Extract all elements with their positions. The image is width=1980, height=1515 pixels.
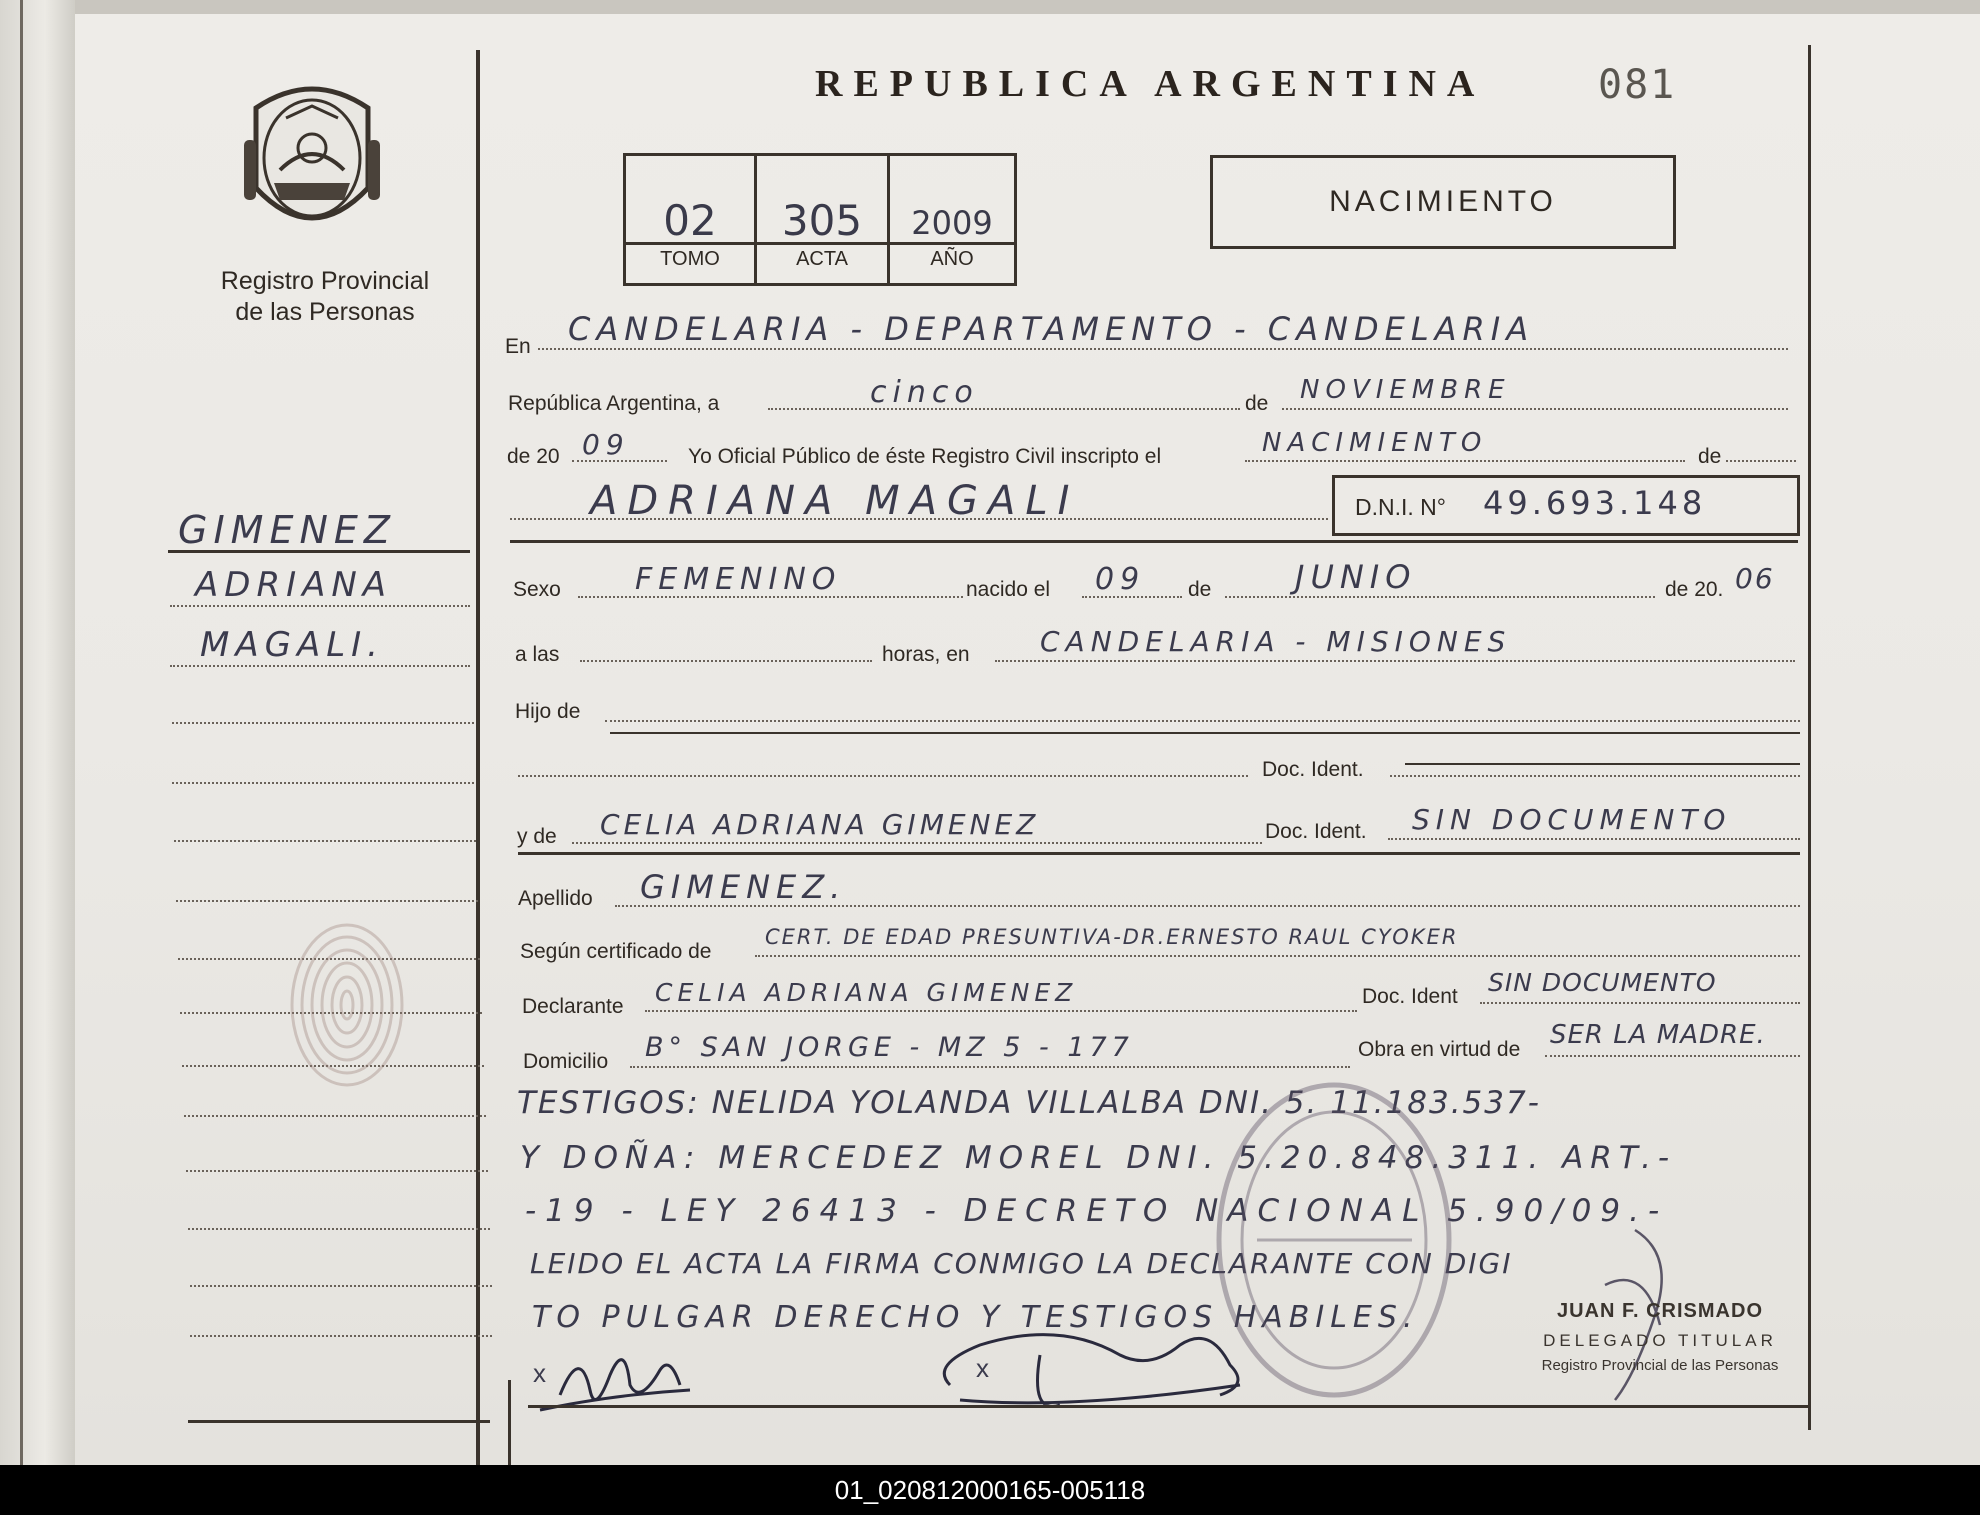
certificado-line bbox=[755, 955, 1800, 957]
margin-given-name-1: ADRIANA bbox=[195, 565, 393, 605]
signature-rule bbox=[528, 1405, 1808, 1408]
de-label: de bbox=[1245, 392, 1269, 415]
month-value: NOVIEMBRE bbox=[1300, 375, 1511, 405]
margin-line bbox=[172, 782, 474, 784]
right-border bbox=[1808, 45, 1811, 1430]
en-line bbox=[538, 348, 1788, 350]
birth-year-label: de 20. bbox=[1665, 578, 1724, 601]
day-value: cinco bbox=[870, 375, 979, 410]
signature-2-image bbox=[920, 1315, 1270, 1425]
en-label: En bbox=[505, 335, 531, 358]
birth-month-value: JUNIO bbox=[1295, 558, 1417, 596]
declarante-line bbox=[645, 1010, 1357, 1012]
misiones-seal-icon bbox=[236, 78, 388, 240]
acta-label: ACTA bbox=[796, 248, 848, 270]
republica-label: República Argentina, a bbox=[508, 392, 720, 415]
nacido-label: nacido el bbox=[966, 578, 1051, 601]
dni-label: D.N.I. N° bbox=[1355, 494, 1446, 520]
inscripto-line bbox=[1245, 460, 1685, 462]
delegate-title: DELEGADO TITULAR bbox=[1543, 1331, 1777, 1350]
note-line-1: TESTIGOS: NELIDA YOLANDA VILLALBA DNI. 5. 11.183.537- bbox=[517, 1085, 1541, 1121]
year-label: de 20 bbox=[507, 445, 560, 468]
dni-box bbox=[1332, 475, 1800, 536]
birth-year-value: 06 bbox=[1735, 562, 1775, 595]
declarante-doc: SIN DOCUMENTO bbox=[1488, 968, 1717, 997]
margin-line bbox=[170, 665, 470, 667]
declarante-label: Declarante bbox=[522, 995, 624, 1018]
sexo-label: Sexo bbox=[513, 578, 561, 601]
domicilio-line bbox=[630, 1066, 1350, 1068]
birthplace-line bbox=[995, 660, 1795, 662]
signature-mark-1: x bbox=[533, 1358, 546, 1388]
mother-label: y de bbox=[517, 825, 557, 848]
page-title: REPUBLICA ARGENTINA bbox=[815, 63, 1486, 105]
domicilio-value: B° SAN JORGE - MZ 5 - 177 bbox=[645, 1032, 1134, 1063]
margin-rule bbox=[188, 1420, 490, 1423]
note-line-3: -19 - LEY 26413 - DECRETO NACIONAL 5.90/09.- bbox=[525, 1193, 1669, 1229]
declarante-value: CELIA ADRIANA GIMENEZ bbox=[655, 978, 1078, 1007]
obra-value: SER LA MADRE. bbox=[1550, 1020, 1766, 1050]
father-strike bbox=[610, 732, 1800, 734]
margin-divider bbox=[476, 50, 480, 1465]
docident-label-3: Doc. Ident bbox=[1362, 985, 1458, 1008]
docident-label-2: Doc. Ident. bbox=[1265, 820, 1367, 843]
sexo-value: FEMENINO bbox=[635, 562, 842, 597]
apellido-value: GIMENEZ. bbox=[640, 868, 847, 906]
left-page-edge bbox=[0, 0, 76, 1470]
tomo-label: TOMO bbox=[660, 248, 720, 270]
margin-surname: GIMENEZ bbox=[178, 508, 396, 552]
delegate-name: JUAN F. CRISMADO bbox=[1556, 1300, 1763, 1322]
record-type-box: NACIMIENTO bbox=[1210, 155, 1676, 249]
father-line-2 bbox=[518, 775, 1248, 777]
acta-value: 305 bbox=[781, 196, 863, 245]
de-label-2: de bbox=[1698, 445, 1722, 468]
child-name: ADRIANA MAGALI bbox=[590, 478, 1080, 524]
year-value: 09 bbox=[582, 428, 630, 461]
section-rule-2 bbox=[518, 852, 1800, 855]
apellido-label: Apellido bbox=[518, 887, 593, 910]
anio-label: AÑO bbox=[930, 248, 974, 270]
father-line bbox=[605, 720, 1800, 722]
margin-line bbox=[190, 1335, 492, 1337]
margin-line bbox=[174, 840, 476, 842]
obra-label: Obra en virtud de bbox=[1358, 1038, 1521, 1061]
birthplace-value: CANDELARIA - MISIONES bbox=[1040, 625, 1512, 658]
signature-1-image bbox=[530, 1335, 695, 1430]
dni-value: 49.693.148 bbox=[1483, 484, 1707, 522]
anio-value: 2009 bbox=[911, 204, 993, 242]
margin-divider-foot bbox=[508, 1380, 511, 1465]
registration-number-box bbox=[623, 153, 1017, 286]
alas-label: a las bbox=[515, 643, 560, 666]
margin-line bbox=[172, 722, 474, 724]
horas-label: horas, en bbox=[882, 643, 970, 666]
fingerprint-image bbox=[282, 915, 412, 1095]
hijo-label: Hijo de bbox=[515, 700, 581, 723]
note-line-5: TO PULGAR DERECHO Y TESTIGOS HABILES. bbox=[532, 1300, 1419, 1335]
margin-line bbox=[176, 900, 478, 902]
page-top-shadow bbox=[75, 0, 1980, 14]
registry-name bbox=[180, 266, 470, 328]
father-doc-strike bbox=[1405, 763, 1800, 765]
mother-doc-line bbox=[1388, 838, 1800, 840]
tomo-value: 02 bbox=[663, 196, 717, 245]
docident-label: Doc. Ident. bbox=[1262, 758, 1364, 781]
margin-line bbox=[190, 1285, 492, 1287]
oficial-label: Yo Oficial Público de éste Registro Civil inscripto el bbox=[688, 445, 1162, 468]
month-line bbox=[1282, 408, 1788, 410]
acta-cell bbox=[757, 156, 890, 283]
place-value: CANDELARIA - DEPARTAMENTO - CANDELARIA bbox=[568, 310, 1535, 348]
delegate-org: Registro Provincial de las Personas bbox=[1541, 1357, 1779, 1374]
obra-line bbox=[1545, 1055, 1800, 1057]
margin-line bbox=[184, 1115, 486, 1117]
mother-line bbox=[572, 842, 1262, 844]
margin-line bbox=[186, 1170, 488, 1172]
declarante-doc-line bbox=[1480, 1002, 1800, 1004]
note-line-4: LEIDO EL ACTA LA FIRMA CONMIGO LA DECLARANTE CON DIGI bbox=[530, 1247, 1513, 1280]
note-line-2: Y DOÑA: MERCEDEZ MOREL DNI. 5.20.848.311. ART.- bbox=[520, 1140, 1677, 1176]
margin-given-name-2: MAGALI. bbox=[200, 625, 384, 665]
birth-day-value: 09 bbox=[1095, 562, 1146, 597]
image-caption: 01_020812000165-005118 bbox=[0, 1465, 1980, 1515]
mother-doc: SIN DOCUMENTO bbox=[1412, 803, 1732, 836]
signature-mark-2: x bbox=[976, 1353, 989, 1383]
de-label-3: de bbox=[1188, 578, 1212, 601]
certificado-label: Según certificado de bbox=[520, 940, 712, 963]
day-line bbox=[768, 408, 1240, 410]
father-doc-line bbox=[1390, 775, 1800, 777]
anio-cell bbox=[890, 156, 1014, 283]
margin-line bbox=[188, 1228, 490, 1230]
delegate-block bbox=[1490, 1300, 1830, 1374]
margin-line bbox=[170, 605, 470, 607]
de-line bbox=[1726, 460, 1796, 462]
hour-line bbox=[580, 660, 872, 662]
registry-line-2: de las Personas bbox=[235, 298, 415, 326]
page-number: 081 bbox=[1598, 62, 1677, 108]
tomo-cell bbox=[626, 156, 757, 283]
margin-rule bbox=[168, 550, 470, 553]
registry-line-1: Registro Provincial bbox=[220, 267, 430, 295]
inscripto-value: NACIMIENTO bbox=[1262, 428, 1488, 458]
domicilio-label: Domicilio bbox=[523, 1050, 609, 1073]
certificado-value: CERT. DE EDAD PRESUNTIVA-DR.ERNESTO RAUL CYOKER bbox=[765, 925, 1459, 949]
section-rule bbox=[510, 540, 1798, 543]
birth-month-line bbox=[1225, 596, 1655, 598]
mother-name: CELIA ADRIANA GIMENEZ bbox=[600, 808, 1040, 841]
